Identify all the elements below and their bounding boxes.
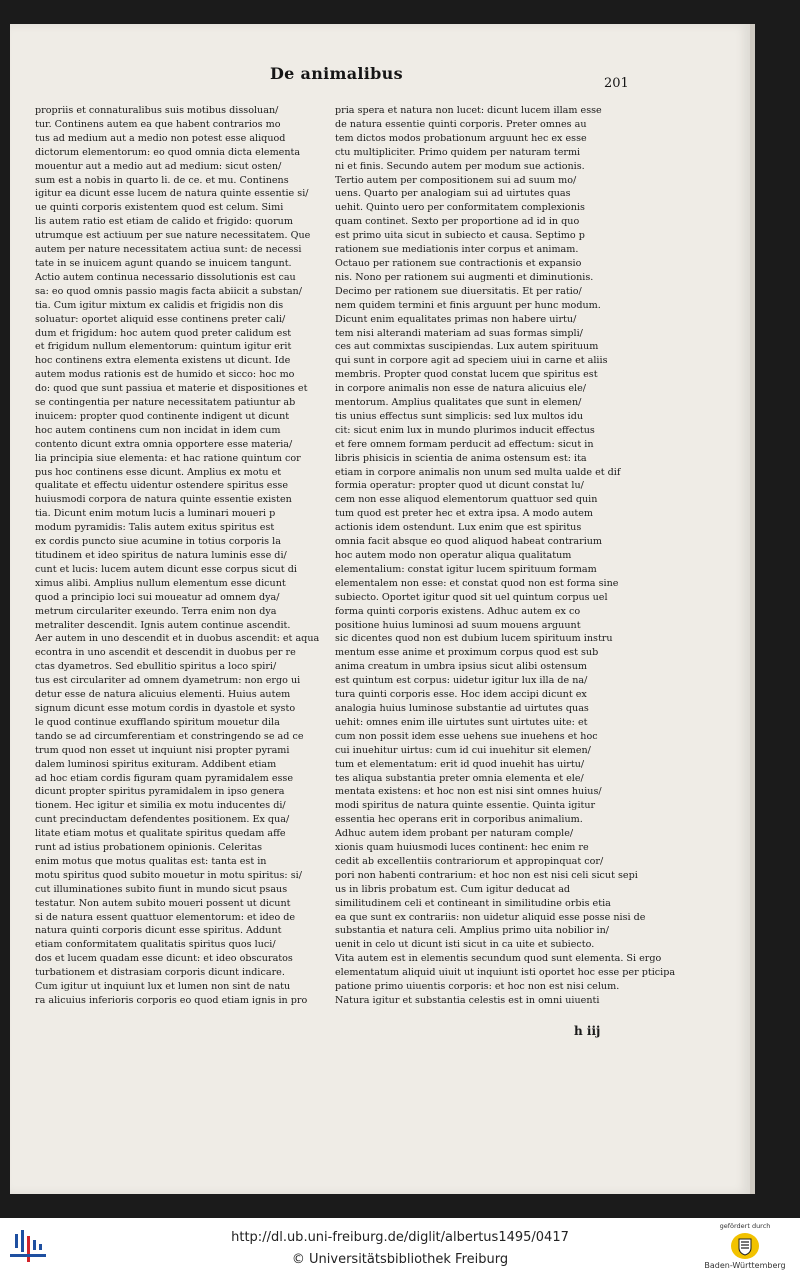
text-line: cedit ab excellentiis contrariorum et appropinquat cor/	[335, 855, 604, 867]
funding-badge	[700, 1222, 790, 1270]
text-line: cem non esse aliquod elementorum quattuor sed quin	[335, 494, 598, 506]
running-head: De animalibus	[270, 64, 403, 83]
text-line: cut illuminationes subito fiunt in mundo sicut psaus	[35, 883, 288, 895]
text-line: ea que sunt ex contrariis: non uidetur aliquid esse posse nisi de	[335, 911, 646, 923]
text-line: metraliter descendit. Ignis autem continue ascendit.	[35, 619, 291, 631]
page-edge	[750, 24, 755, 1194]
text-line: Octauo per rationem sue contractionis et expansio	[335, 257, 582, 269]
text-line: similitudinem celi et contineant in similitudine orbis etia	[335, 897, 611, 909]
text-line: subiecto. Oportet igitur quod sit uel quintum corpus uel	[335, 591, 608, 603]
text-line: positione huius luminosi ad suum mouens arguunt	[335, 619, 581, 631]
text-line: econtra in uno ascendit et descendit in duobus per re	[35, 647, 296, 659]
text-line: tando se ad circumferentiam et constringendo se ad ce	[35, 730, 304, 742]
permalink-url[interactable]: http://dl.ub.uni-freiburg.de/diglit/albertus1495/0417	[231, 1230, 569, 1245]
text-line: le quod continue exufflando spiritum mouetur dila	[35, 716, 280, 728]
text-line: cunt precinductam defendentes positionem. Ex qua/	[35, 814, 290, 826]
text-line: lis autem ratio est etiam de calido et frigido: quorum	[35, 216, 293, 228]
text-line: metrum circulariter exeundo. Terra enim non dya	[35, 605, 277, 617]
text-line: Natura igitur et substantia celestis est in omni uiuenti	[335, 995, 600, 1006]
text-line: elementalium: constat igitur lucem spirituum formam	[335, 563, 597, 575]
text-line: qui sunt in corpore agit ad speciem uiui in carne et aliis	[335, 355, 608, 367]
text-line: Cum igitur ut inquiunt lux et lumen non sint de natu	[35, 981, 291, 993]
text-line: tur. Continens autem ea que habent contrarios mo	[35, 118, 281, 130]
text-line: tem dictos modos probationum arguunt hec ex esse	[335, 132, 587, 144]
signature-mark: h iij	[574, 1024, 601, 1038]
text-line: tia. Dicunt enim motum lucis a luminari moueri p	[35, 508, 276, 520]
text-line: contento dicunt extra omnia opportere esse materia/	[35, 438, 293, 450]
text-line: us in libris probatum est. Cum igitur deducat ad	[335, 883, 571, 895]
text-line: lia principia siue elementa: et hac ratione quintum cor	[35, 452, 301, 464]
text-line: cit: sicut enim lux in mundo plurimos inducit effectus	[335, 424, 595, 436]
text-line: omnia facit absque eo quod aliquod habeat contrarium	[335, 536, 603, 548]
text-line: ra alicuius inferioris corporis eo quod etiam ignis in pro	[35, 995, 308, 1006]
text-line: titudinem et ideo spiritus de natura luminis esse di/	[35, 550, 287, 561]
text-line: sic dicentes quod non est dubium lucem spirituum instru	[335, 633, 613, 645]
text-line: cunt et lucis: lucem autem dicunt esse corpus sicut di	[35, 563, 297, 575]
text-line: substantia et natura celi. Amplius primo uita nobilior in/	[335, 925, 610, 937]
text-line: Dicunt enim equalitates primas non habere uirtu/	[335, 313, 577, 325]
text-line: ces aut commixtas suscipiendas. Lux autem spirituum	[335, 341, 599, 353]
copyright-notice: © Universitätsbibliothek Freiburg	[291, 1252, 509, 1267]
text-line: pori non habenti contrarium: et hoc non est nisi celi sicut sepi	[335, 869, 638, 881]
text-line: elementatum aliquid uiuit ut inquiunt isti oportet hoc esse per pticipa	[335, 967, 676, 979]
text-line: etiam in corpore animalis non unum sed multa ualde et dif	[335, 466, 621, 478]
text-line: rationem sue mediationis inter corpus et animam.	[335, 244, 579, 256]
text-line: inuicem: propter quod continente indigent ut dicunt	[35, 410, 290, 422]
text-line: hoc autem continens cum non incidat in idem cum	[35, 424, 281, 436]
text-line: dalem luminosi spiritus exituram. Addibent etiam	[35, 758, 277, 770]
text-line: etiam conformitatem qualitatis spiritus quos luci/	[35, 939, 276, 951]
text-line: detur esse de natura alicuius elementi. Huius autem	[35, 689, 291, 701]
text-line: ad hoc etiam cordis figuram quam pyramidalem esse	[35, 772, 294, 784]
text-line: tus ad medium aut a medio non potest esse aliquod	[35, 132, 286, 144]
text-line: Decimo per rationem sue diuersitatis. Et per ratio/	[335, 285, 582, 297]
text-line: ex cordis puncto siue acumine in totius corporis la	[35, 536, 281, 548]
text-line: essentia hec operans erit in corporibus animalium.	[335, 814, 583, 826]
text-line: uehit. Quinto uero per conformitatem complexionis	[335, 202, 585, 214]
text-line: formia operatur: propter quod ut dicunt constat lu/	[335, 480, 584, 492]
text-line: ctas dyametros. Sed ebullitio spiritus a loco spiri/	[35, 661, 277, 673]
text-line: autem per nature necessitatem actiua sunt: de necessi	[35, 244, 302, 256]
text-line: igitur ea dicunt esse lucem de natura quinte essentie si/	[35, 188, 309, 200]
text-line: qualitate et effectu uidentur ostendere spiritus esse	[35, 480, 288, 492]
text-line: ue quinti corporis existentem quod est celum. Simi	[35, 202, 284, 214]
text-line: tes aliqua substantia preter omnia elementa et ele/	[335, 772, 584, 784]
text-line: utrumque est actiuum per sue nature necessitatem. Que	[35, 230, 311, 242]
text-line: nis. Nono per rationem sui augmenti et diminutionis.	[335, 271, 594, 283]
text-line: motu spiritus quod subito mouetur in motu spiritus: si/	[35, 869, 302, 881]
text-line: hoc autem modo non operatur aliqua qualitatum	[335, 550, 572, 561]
text-line: Tertio autem per compositionem sui ad suum mo/	[335, 174, 577, 186]
text-line: trum quod non esset ut inquiunt nisi propter pyrami	[35, 744, 290, 756]
text-line: cum non possit idem esse uehens sue inuehens et hoc	[335, 730, 598, 742]
text-line: propriis et connaturalibus suis motibus dissoluan/	[35, 105, 279, 116]
viewer-footer	[0, 1218, 800, 1274]
text-line: Aer autem in uno descendit et in duobus ascendit: et aqua	[35, 633, 320, 645]
text-line: signum dicunt esse motum cordis in dyastole et systo	[35, 702, 296, 714]
text-line: Vita autem est in elementis secundum quod sunt elementa. Si ergo	[335, 953, 662, 965]
text-line: uenit in celo ut dicunt isti sicut in ca uite et subiecto.	[335, 939, 595, 951]
text-line: cui inuehitur uirtus: cum id cui inuehitur sit elemen/	[335, 744, 591, 756]
text-line: in corpore animalis non esse de natura alicuius ele/	[335, 383, 587, 395]
text-line: litate etiam motus et qualitate spiritus quedam affe	[35, 828, 286, 840]
text-line: patione primo uiuentis corporis: et hoc non est nisi celum.	[335, 981, 620, 993]
text-line: forma quinti corporis existens. Adhuc autem ex co	[335, 605, 581, 617]
text-line: est quintum est corpus: uidetur igitur lux illa de na/	[335, 675, 588, 687]
text-line: mentata existens: et hoc non est nisi sint omnes huius/	[335, 786, 602, 798]
text-line: Actio autem continua necessario dissolutionis est cau	[35, 271, 296, 283]
text-line: pus hoc continens esse dicunt. Amplius ex motu et	[35, 466, 282, 478]
text-line: mentum esse anime et proximum corpus quod est sub	[335, 647, 599, 659]
text-line: xionis quam huiusmodi luces continent: hec enim re	[335, 842, 589, 854]
text-line: uehit: omnes enim ille uirtutes sunt uirtutes uite: et	[335, 716, 588, 728]
text-line: tus est circulariter ad omnem dyametrum: non ergo ui	[35, 675, 301, 687]
text-line: sa: eo quod omnis passio magis facta abiicit a substan/	[35, 285, 302, 297]
text-line: tura quinti corporis esse. Hoc idem accipi dicunt ex	[335, 689, 587, 701]
text-line: tum et elementatum: erit id quod inuehit has uirtu/	[335, 758, 585, 770]
text-line: membris. Propter quod constat lucem que spiritus est	[335, 369, 598, 381]
text-line: est primo uita sicut in subiecto et causa. Septimo p	[335, 230, 585, 242]
text-line: ni et finis. Secundo autem per modum sue actionis.	[335, 160, 585, 172]
text-line: quod a principio loci sui moueatur ad omnem dya/	[35, 591, 280, 603]
text-line: modum pyramidis: Talis autem exitus spiritus est	[35, 522, 275, 534]
right-text-column	[335, 104, 676, 1008]
text-line: si de natura essent quattuor elementorum: et ideo de	[35, 911, 296, 923]
text-line: testatur. Non autem subito moueri possent ut dicunt	[35, 897, 291, 909]
text-line: tum quod est preter hec et extra ipsa. A modo autem	[335, 508, 594, 520]
text-line: tia. Cum igitur mixtum ex calidis et frigidis non dis	[35, 299, 284, 311]
text-line: tem nisi alterandi materiam ad suas formas simpli/	[335, 327, 583, 339]
left-text-column	[35, 104, 320, 1008]
text-line: dum et frigidum: hoc autem quod preter calidum est	[35, 327, 292, 339]
text-line: huiusmodi corpora de natura quinte essentie existen	[35, 494, 292, 506]
text-line: et frigidum nullum elementorum: quintum igitur erit	[35, 341, 292, 353]
text-line: elementalem non esse: et constat quod non est forma sine	[335, 577, 619, 589]
text-line: tate in se inuicem agunt quando se inuicem tangunt.	[35, 257, 292, 269]
text-line: anima creatum in umbra ipsius sicut alibi ostensum	[335, 661, 587, 673]
text-line: enim motus que motus qualitas est: tanta est in	[35, 855, 267, 867]
funded-label: gefördert durch	[719, 1222, 771, 1230]
text-line: tionem. Hec igitur et similia ex motu inducentes di/	[35, 800, 286, 812]
text-line: sum est a nobis in quarto li. de ce. et mu. Continens	[35, 174, 289, 186]
folio-number: 201	[604, 76, 629, 91]
text-line: mentorum. Amplius qualitates que sunt in elemen/	[335, 397, 582, 409]
baden-wuerttemberg-crest-icon	[730, 1232, 760, 1260]
text-line: ctu multipliciter. Primo quidem per naturam termi	[335, 146, 581, 158]
text-line: nem quidem termini et finis arguunt per hunc modum.	[335, 299, 601, 311]
text-line: dos et lucem quadam esse dicunt: et ideo obscuratos	[35, 953, 293, 965]
text-line: natura quinti corporis dicunt esse spiritus. Addunt	[35, 925, 282, 937]
text-line: mouentur aut a medio aut ad medium: sicut osten/	[35, 160, 282, 172]
text-line: se contingentia per nature necessitatem patiuntur ab	[35, 397, 296, 409]
text-line: et fere omnem formam perducit ad effectum: sicut in	[335, 438, 594, 450]
funder-name: Baden-Württemberg	[704, 1261, 786, 1270]
text-line: actionis idem ostendunt. Lux enim que est spiritus	[335, 522, 582, 534]
text-line: modi spiritus de natura quinte essentie. Quinta igitur	[335, 800, 596, 812]
text-line: quam continet. Sexto per proportione ad id in quo	[335, 216, 580, 228]
text-line: Adhuc autem idem probant per naturam comple/	[335, 828, 574, 840]
text-line: tis unius effectus sunt simplicis: sed lux multos idu	[335, 410, 584, 422]
text-line: analogia huius luminose substantie ad uirtutes quas	[335, 702, 589, 714]
text-line: ximus alibi. Amplius nullum elementum esse dicunt	[35, 577, 286, 589]
text-line: de natura essentie quinti corporis. Preter omnes au	[335, 118, 587, 130]
text-line: runt ad istius probationem opinionis. Celeritas	[35, 842, 263, 854]
text-line: dicunt propter spiritus pyramidalem in ipso genera	[35, 786, 285, 798]
text-line: pria spera et natura non lucet: dicunt lucem illam esse	[335, 105, 602, 116]
text-line: dictorum elementorum: eo quod omnia dicta elementa	[35, 146, 301, 158]
text-line: autem modus rationis est de humido et sicco: hoc mo	[35, 369, 295, 381]
text-line: soluatur: oportet aliquid esse continens preter cali/	[35, 313, 286, 325]
text-line: uens. Quarto per analogiam sui ad uirtutes quas	[335, 188, 571, 200]
text-line: libris phisicis in scientia de anima ostensum est: ita	[335, 452, 587, 464]
text-line: hoc continens extra elementa existens ut dicunt. Ide	[35, 355, 291, 367]
text-line: turbationem et distrasiam corporis dicunt indicare.	[35, 967, 285, 979]
text-line: do: quod que sunt passiua et materie et dispositiones et	[35, 383, 308, 395]
